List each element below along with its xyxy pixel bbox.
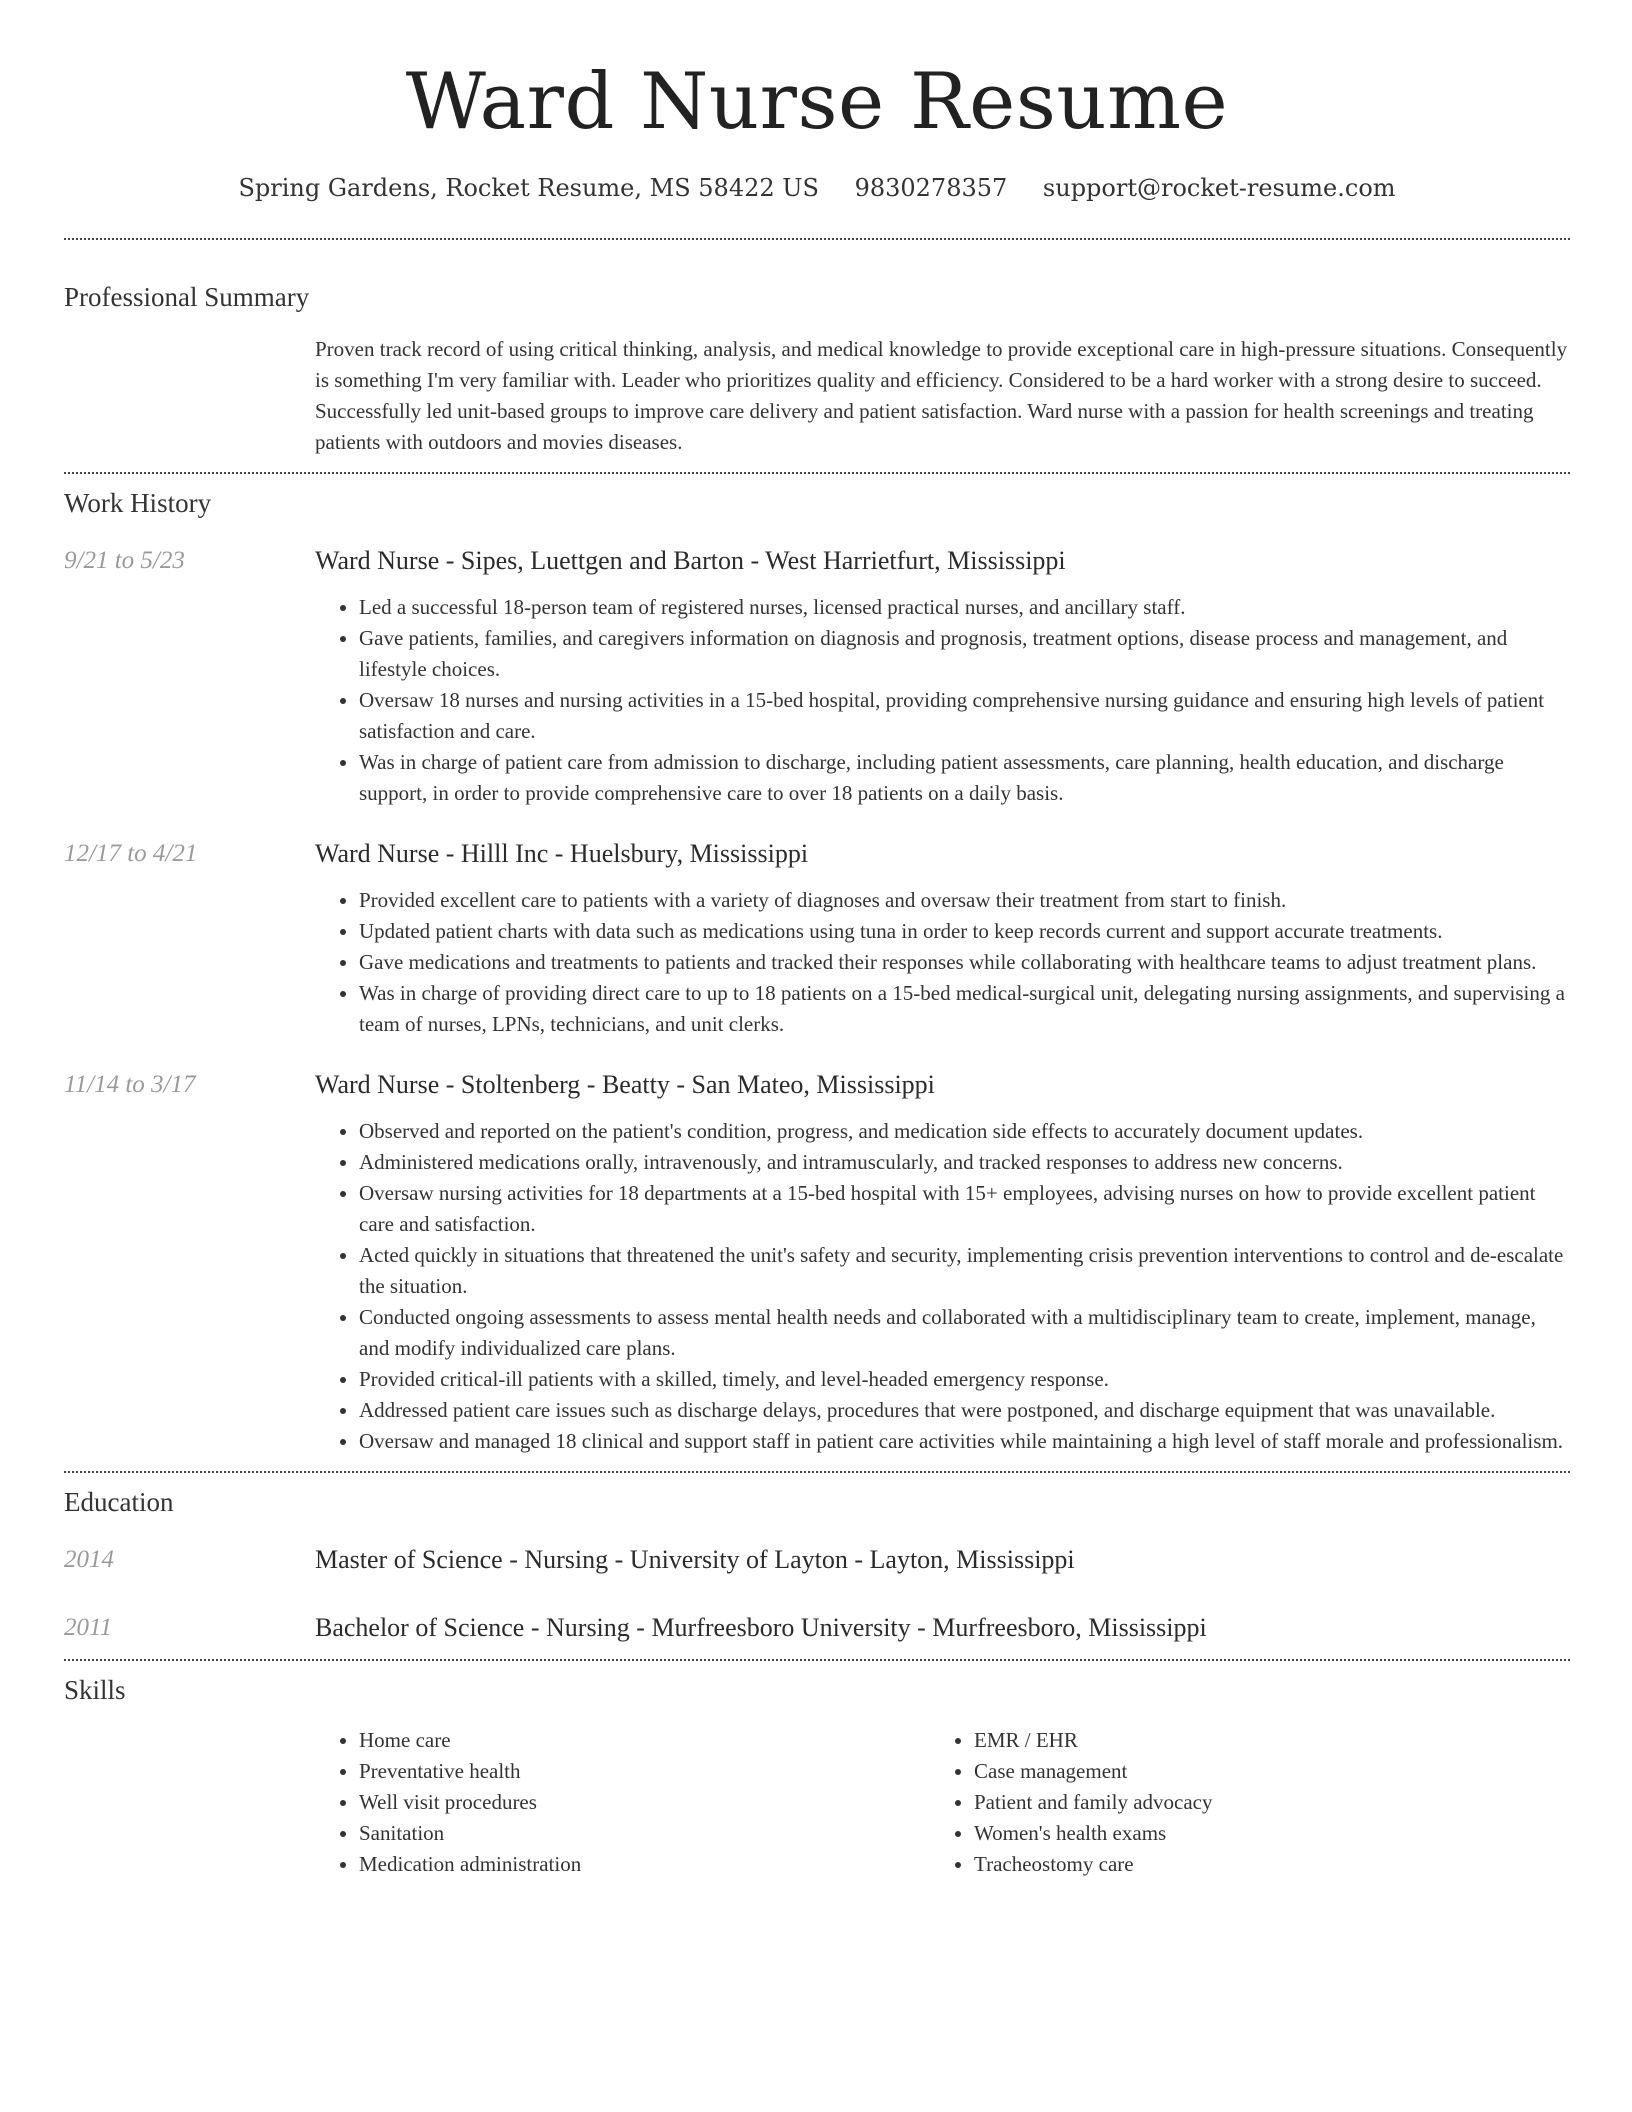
job-bullets [315, 1116, 1570, 1457]
list-item: • Administered medications orally, intravenously, and intramuscularly, and tracked responses to address new concerns. [359, 1147, 1570, 1178]
divider [64, 1471, 1570, 1473]
list-item: • Gave medications and treatments to patients and tracked their responses while collaborating with healthcare teams to adjust treatment plans. [359, 947, 1570, 978]
list-item: • Conducted ongoing assessments to assess mental health needs and collaborated with a multidisciplinary team to create, implement, manage, and modify individualized care plans. [359, 1302, 1570, 1364]
divider [64, 472, 1570, 474]
job-dates: 11/14 to 3/17 [64, 1071, 196, 1098]
skill-item: • Well visit procedures [359, 1787, 930, 1818]
list-item: • Led a successful 18-person team of registered nurses, licensed practical nurses, and ancillary staff. [359, 592, 1570, 623]
divider [64, 1659, 1570, 1661]
job-title: Ward Nurse - Stoltenberg - Beatty - San Mateo, Mississippi [315, 1070, 935, 1099]
section-heading-work-history: Work History [64, 488, 212, 518]
list-item: • Was in charge of providing direct care to up to 18 patients on a 15-bed medical-surgical unit, delegating nursing assignments, and supervising a team of nurses, LPNs, technicians, and unit clerks. [359, 978, 1570, 1040]
education-year: 2011 [64, 1614, 113, 1641]
skills-column-right [930, 1725, 1545, 1880]
skill-item: • Preventative health [359, 1756, 930, 1787]
list-item: • Oversaw nursing activities for 18 departments at a 15-bed hospital with 15+ employees, advising nurses on how to provide excellent patient care and satisfaction. [359, 1178, 1570, 1240]
list-item: • Gave patients, families, and caregivers information on diagnosis and prognosis, treatment options, disease process and management, and lifestyle choices. [359, 623, 1570, 685]
job-entry [64, 544, 1570, 809]
divider [64, 238, 1570, 240]
list-item: • Observed and reported on the patient's condition, progress, and medication side effects to accurately document updates. [359, 1116, 1570, 1147]
education-year: 2014 [64, 1546, 114, 1573]
job-dates: 12/17 to 4/21 [64, 840, 198, 867]
skill-item: • Medication administration [359, 1849, 930, 1880]
list-item: • Acted quickly in situations that threatened the unit's safety and security, implementing crisis prevention interventions to control and de-escalate the situation. [359, 1240, 1570, 1302]
contact-phone: 9830278357 [854, 174, 1008, 202]
skill-item: • Case management [974, 1756, 1545, 1787]
skills-column-left [315, 1725, 930, 1880]
skill-item: • Women's health exams [974, 1818, 1545, 1849]
list-item: • Provided excellent care to patients with a variety of diagnoses and oversaw their treatment from start to finish. [359, 885, 1570, 916]
job-entry [64, 1068, 1570, 1457]
section-heading-summary: Professional Summary [64, 282, 310, 312]
resume-page [64, 0, 1570, 1880]
skill-item: • Home care [359, 1725, 930, 1756]
job-dates: 9/21 to 5/23 [64, 547, 185, 574]
section-heading-skills: Skills [64, 1675, 126, 1705]
job-entry [64, 837, 1570, 1040]
education-entry [64, 1611, 1570, 1645]
job-title: Ward Nurse - Hilll Inc - Huelsbury, Mississippi [315, 839, 809, 868]
list-item: • Oversaw 18 nurses and nursing activities in a 15-bed hospital, providing comprehensive nursing guidance and ensuring high levels of patient satisfaction and care. [359, 685, 1570, 747]
list-item: • Updated patient charts with data such as medications using tuna in order to keep records current and support accurate treatments. [359, 916, 1570, 947]
summary-text: Proven track record of using critical thinking, analysis, and medical knowledge to provide exceptional care in high-pressure situations. Consequently is something I'm very familiar with. Leader who prioritizes quality and efficiency. Considered to be a hard worker with a strong desire to succeed. Successfully led unit-based groups to improve care delivery and patient satisfaction. Ward nurse with a passion for health screenings and treating patients with outdoors and movies diseases. [315, 337, 1568, 454]
contact-email: support@rocket-resume.com [1042, 174, 1396, 202]
list-item: • Was in charge of patient care from admission to discharge, including patient assessments, care planning, health education, and discharge support, in order to provide comprehensive care to over 18 patients on a daily basis. [359, 747, 1570, 809]
contact-address: Spring Gardens, Rocket Resume, MS 58422 US [238, 174, 819, 202]
list-item: • Addressed patient care issues such as discharge delays, procedures that were postponed, and discharge equipment that was unavailable. [359, 1395, 1570, 1426]
page-title: Ward Nurse Resume [405, 57, 1229, 147]
list-item: • Provided critical-ill patients with a skilled, timely, and level-headed emergency response. [359, 1364, 1570, 1395]
education-degree: Master of Science - Nursing - University of Layton - Layton, Mississippi [315, 1545, 1075, 1574]
skill-item: • Tracheostomy care [974, 1849, 1545, 1880]
list-item: • Oversaw and managed 18 clinical and support staff in patient care activities while maintaining a high level of staff morale and professionalism. [359, 1426, 1570, 1457]
skill-item: • Patient and family advocacy [974, 1787, 1545, 1818]
contact-line [64, 172, 1570, 204]
section-heading-education: Education [64, 1487, 174, 1517]
education-entry [64, 1543, 1570, 1577]
skills-list [315, 1725, 1570, 1880]
education-degree: Bachelor of Science - Nursing - Murfreesboro University - Murfreesboro, Mississippi [315, 1613, 1207, 1642]
job-bullets [315, 885, 1570, 1040]
skill-item: • EMR / EHR [974, 1725, 1545, 1756]
job-title: Ward Nurse - Sipes, Luettgen and Barton - West Harrietfurt, Mississippi [315, 546, 1066, 575]
job-bullets [315, 592, 1570, 809]
skill-item: • Sanitation [359, 1818, 930, 1849]
